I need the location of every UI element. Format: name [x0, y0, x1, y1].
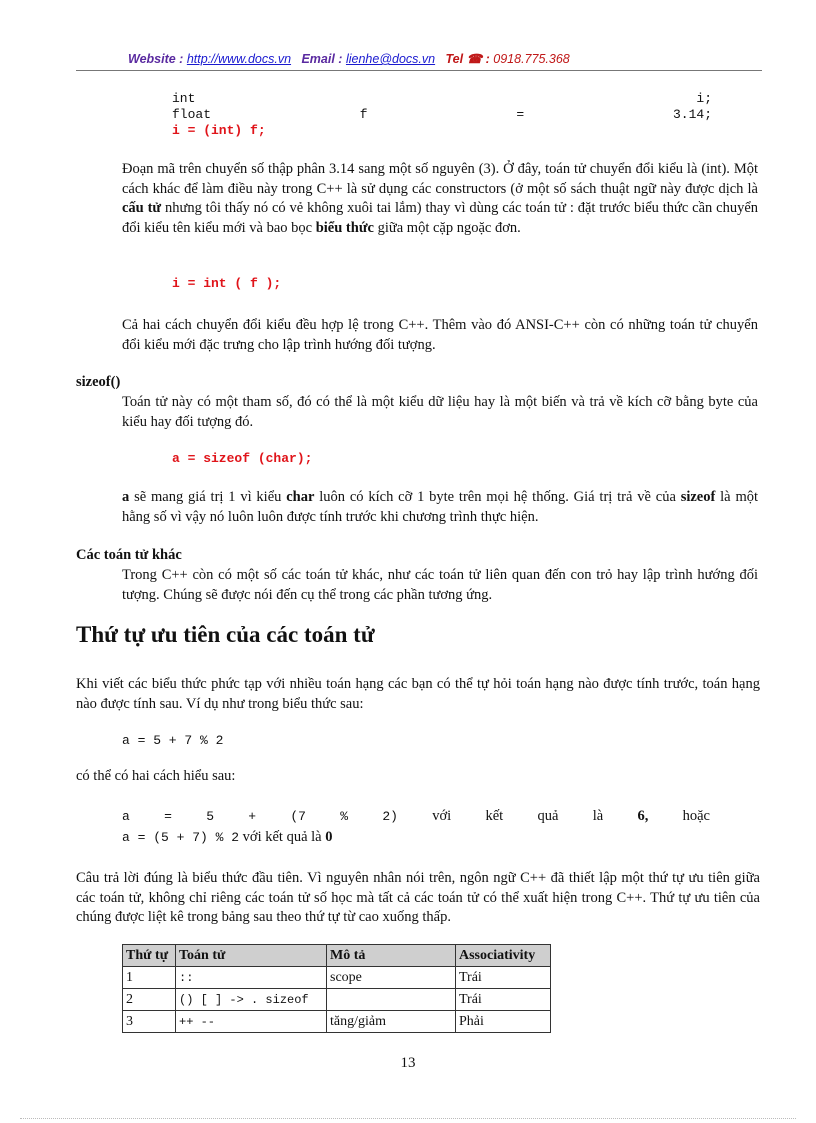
cell-associativity: Trái: [456, 967, 551, 989]
table-row: [123, 989, 551, 1011]
code-token: i;: [696, 91, 712, 106]
text-run: luôn có kích cỡ 1 byte trên mọi hệ thống. Giá trị trả về của: [314, 489, 681, 505]
cell-associativity: Phải: [456, 1011, 551, 1033]
code-line-int: [172, 91, 712, 106]
text-run: với kết quả là: [239, 829, 326, 845]
interpretation-line-1: [122, 808, 710, 825]
cell-operator: () [ ] -> . sizeof: [176, 989, 327, 1011]
bold-term: sizeof: [680, 489, 716, 505]
header-associativity: Associativity: [456, 945, 551, 967]
precedence-table: [122, 944, 551, 1033]
code-line-sizeof: a = sizeof (char);: [172, 451, 313, 466]
cell-order: 2: [123, 989, 176, 1011]
code-token: 5: [206, 809, 214, 824]
tel-label: Tel ☎ :: [445, 52, 490, 66]
tel-number: 0918.775.368: [493, 52, 570, 66]
sizeof-heading: sizeof(): [76, 374, 121, 390]
text-run: nhưng tôi thấy nó có vẻ không xuôi tai lắm) thay vì dùng các toán tử : đặt trước biểu thức cần chuyển đổi kiểu tên kiểu mới và bao bọc: [122, 200, 759, 236]
section-title: Thứ tự ưu tiên của các toán tử: [76, 622, 375, 647]
bold-term: biểu thức: [315, 219, 374, 236]
code-line-cast: i = (int) f;: [172, 123, 266, 138]
cell-associativity: Trái: [456, 989, 551, 1011]
table-row: [123, 1011, 551, 1033]
table-row: [123, 967, 551, 989]
footer-divider: [20, 1118, 796, 1119]
code-token: 2): [382, 809, 398, 824]
code-token: a: [122, 809, 130, 824]
text-run: kết: [485, 808, 504, 824]
table-header-row: [123, 945, 551, 967]
cell-description: [327, 989, 456, 1011]
website-link[interactable]: http://www.docs.vn: [186, 52, 292, 66]
text-run: giữa một cặp ngoặc đơn.: [373, 219, 521, 236]
cell-order: 1: [123, 967, 176, 989]
text-run: hoặc: [682, 808, 710, 824]
bold-term: cấu tử: [122, 200, 162, 216]
paragraph-precedence-intro: Khi viết các biểu thức phức tạp với nhiều toán hạng các bạn có thể tự hỏi toán hạng nào được tính trước, toán hạng nào được tính sau. Ví dụ như trong biểu thức sau:: [76, 676, 760, 712]
cell-description: tăng/giảm: [327, 1011, 456, 1033]
other-operators-description: Trong C++ còn có một số các toán tử khác, như các toán tử liên quan đến con trỏ hay lập trình hướng đối tượng. Chúng sẽ được nói đến cụ thể trong các phần tương ứng.: [122, 567, 758, 603]
cell-operator: ::: [176, 967, 327, 989]
text-run: sẽ mang giá trị 1 vì kiểu: [129, 489, 287, 505]
sizeof-description: Toán tử này có một tham số, đó có thể là một kiểu dữ liệu hay là một biến và trả về kích cỡ bằng byte của kiểu hay đối tượng đó.: [122, 394, 758, 430]
paragraph-two-interpretations: có thể có hai cách hiểu sau:: [76, 768, 236, 784]
paragraph-type-casting: [122, 160, 758, 238]
text-run: Đoạn mã trên chuyển số thập phân 3.14 sang một số nguyên (3). Ở đây, toán tử chuyển đổi kiểu là (int). Một cách khác để làm điều này trong C++ là sử dụng các constructors (ở một số sách thuật ngữ này được dịch là: [122, 161, 758, 197]
header-divider: [76, 70, 762, 71]
code-line-constructor-cast: i = int ( f );: [172, 276, 282, 291]
paragraph-precedence-explanation: Câu trả lời đúng là biểu thức đầu tiên. Vì nguyên nhân nói trên, ngôn ngữ C++ đã thiết lập một thứ tự ưu tiên giữa các toán tử, không chỉ riêng các toán tử số học mà tất cả các toán tử có thể xuất hiện trong C++. Thứ tự ưu tiên của chúng được liệt kê trong bảng sau theo thứ tự từ cao xuống thấp.: [76, 870, 760, 925]
page-number: 13: [400, 1055, 416, 1071]
other-operators-heading: Các toán tử khác: [76, 547, 182, 563]
bold-term: char: [286, 489, 315, 505]
text-run: với: [432, 808, 452, 824]
header-description: Mô tả: [327, 945, 456, 967]
code-token: +: [248, 809, 257, 824]
bold-term: a: [122, 489, 130, 505]
sizeof-note: [122, 488, 758, 527]
code-token: =: [164, 809, 172, 824]
code-token: f: [359, 107, 368, 122]
code-token: int: [172, 91, 196, 106]
code-token: 3.14;: [672, 107, 712, 122]
result-value: 0: [325, 829, 333, 845]
result-value: 6,: [637, 808, 649, 824]
page-header: [128, 51, 570, 66]
code-token: %: [340, 809, 349, 824]
code-token: float: [172, 107, 212, 122]
cell-operator: ++ --: [176, 1011, 327, 1033]
code-line-float: [172, 107, 712, 122]
website-label: Website :: [128, 52, 184, 66]
cell-description: scope: [327, 967, 456, 989]
header-order: Thứ tự: [123, 945, 176, 967]
email-link[interactable]: lienhe@docs.vn: [345, 52, 436, 66]
email-label: Email :: [301, 52, 343, 66]
code-token: (7: [290, 809, 306, 824]
header-operator: Toán tử: [176, 945, 327, 967]
text-run: là một hằng số vì vậy nó luôn luôn được tính trước khi chương trình thực hiện.: [122, 489, 758, 525]
text-run: là: [592, 808, 604, 824]
text-run: quả: [537, 808, 559, 824]
code-token: =: [516, 107, 525, 122]
code-token: a = (5 + 7) % 2: [122, 830, 240, 845]
code-line-expression: a = 5 + 7 % 2: [122, 733, 224, 748]
interpretation-line-2: [122, 829, 332, 846]
paragraph-casting-valid: Cả hai cách chuyển đổi kiểu đều hợp lệ trong C++. Thêm vào đó ANSI-C++ còn có những toán tử chuyển đổi kiểu mới đặc trưng cho lập trình hướng đối tượng.: [122, 317, 758, 353]
cell-order: 3: [123, 1011, 176, 1033]
